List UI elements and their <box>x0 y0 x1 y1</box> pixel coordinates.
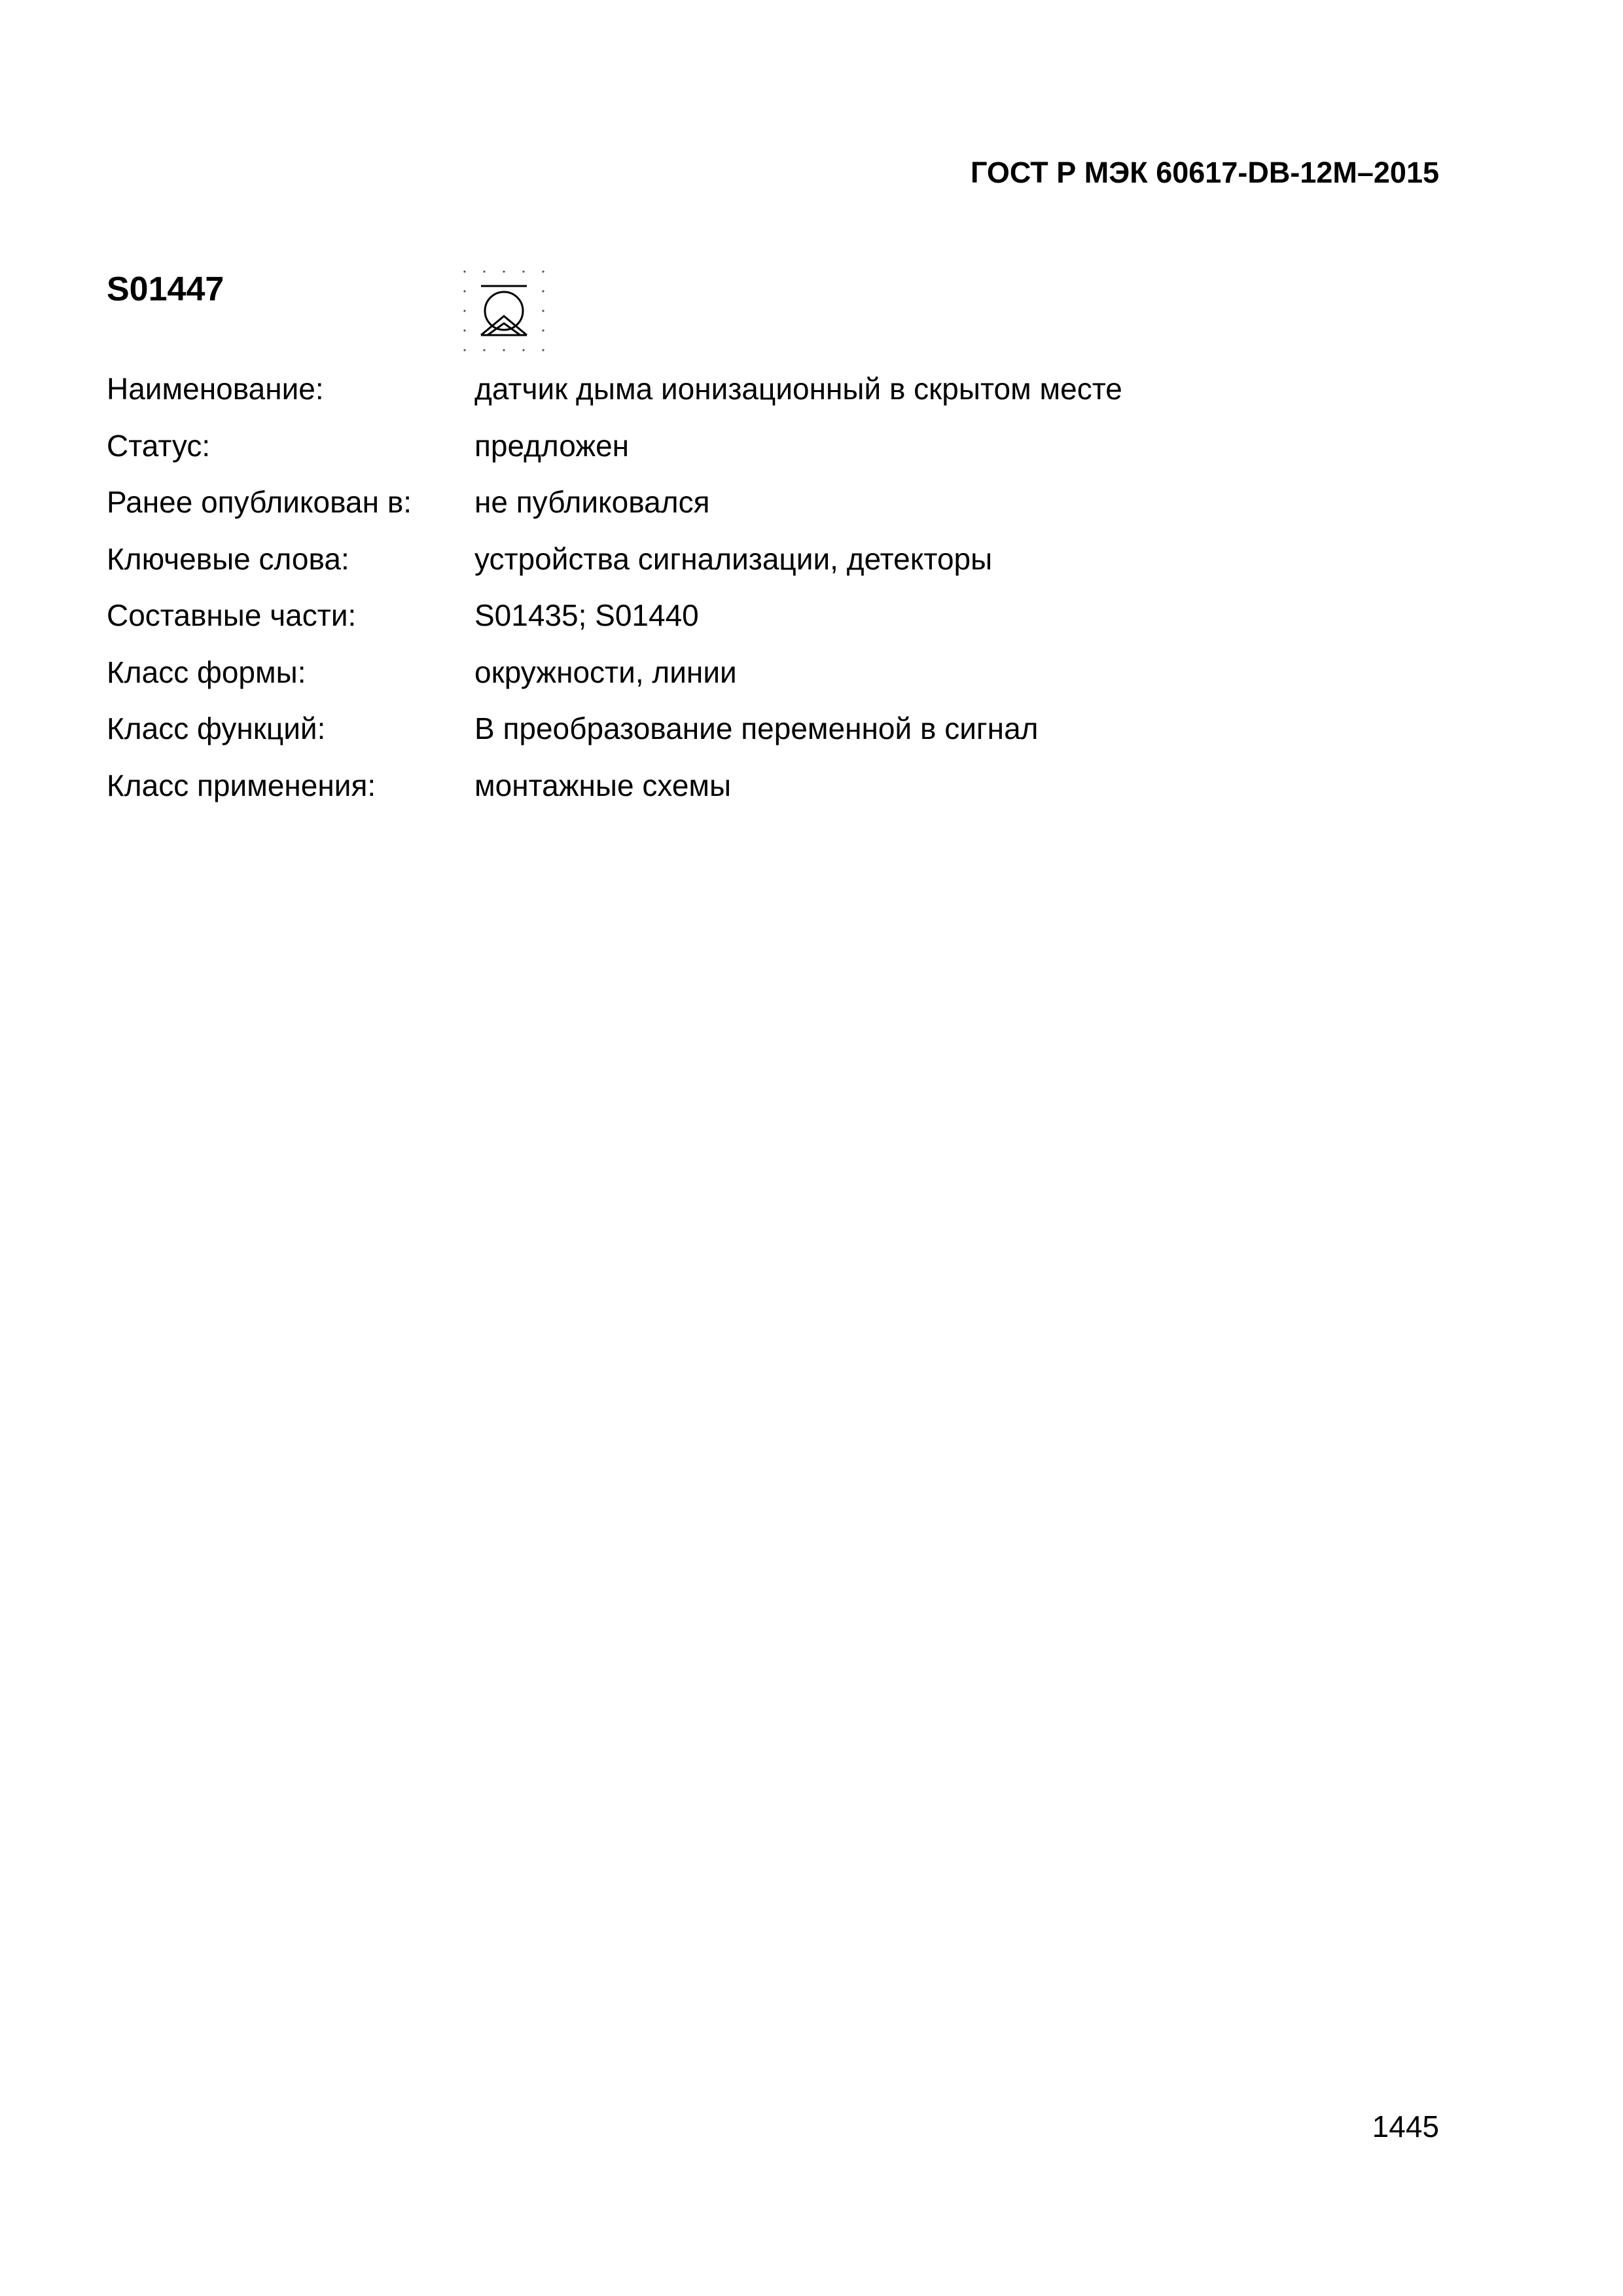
property-row-previously-published <box>107 481 1350 538</box>
property-label: Класс функций: <box>107 711 326 745</box>
property-row-application-class <box>107 764 1350 821</box>
standard-code: ГОСТ Р МЭК 60617-DB-12М–2015 <box>970 156 1439 189</box>
property-value: не публиковался <box>474 485 710 519</box>
grid-dots <box>463 270 544 351</box>
property-value: предложен <box>474 428 630 463</box>
symbol-properties <box>107 368 1350 821</box>
property-value: окружности, линии <box>474 655 737 689</box>
property-row-status <box>107 425 1350 482</box>
ionization-smoke-detector-concealed-icon <box>458 265 563 357</box>
property-row-name <box>107 368 1350 425</box>
property-row-shape-class <box>107 651 1350 708</box>
property-label: Ключевые слова: <box>107 541 349 576</box>
property-value: монтажные схемы <box>474 768 732 802</box>
page-number: 1445 <box>1372 2109 1439 2144</box>
property-value: датчик дыма ионизационный в скрытом месте <box>474 372 1122 406</box>
property-label: Статус: <box>107 428 211 463</box>
property-label: Ранее опубликован в: <box>107 485 412 519</box>
symbol-id: S01447 <box>107 270 224 308</box>
property-value: B преобразование переменной в сигнал <box>474 711 1039 745</box>
property-row-components <box>107 594 1350 651</box>
property-value: S01435; S01440 <box>474 598 699 632</box>
property-label: Составные части: <box>107 598 357 632</box>
property-row-keywords <box>107 538 1350 595</box>
property-label: Класс применения: <box>107 768 376 802</box>
property-value: устройства сигнализации, детекторы <box>474 541 993 576</box>
property-label: Класс формы: <box>107 655 306 689</box>
property-label: Наименование: <box>107 372 324 406</box>
property-row-function-class <box>107 708 1350 764</box>
